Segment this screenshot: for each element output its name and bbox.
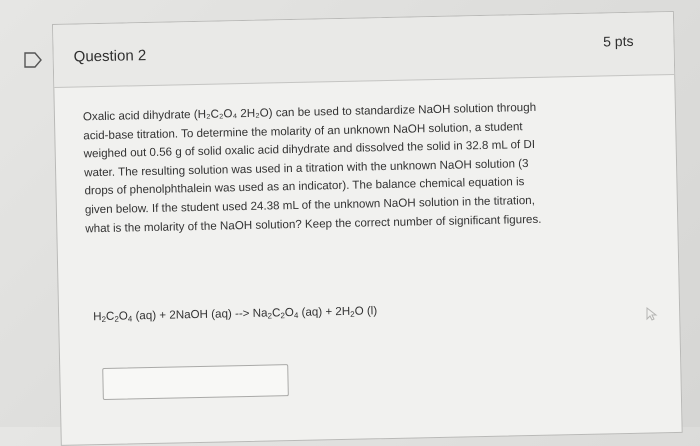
question-points: 5 pts	[602, 32, 634, 50]
eq-sub: 2	[280, 311, 285, 321]
eq-sub: 2	[267, 311, 273, 321]
eq-part: O	[118, 309, 128, 323]
eq-sub: 4	[127, 314, 133, 324]
question-title: Question 2	[73, 47, 147, 66]
chemical-equation	[93, 304, 377, 324]
eq-part: O	[284, 305, 294, 320]
eq-part: C	[271, 306, 281, 320]
pointer-icon	[643, 306, 659, 322]
eq-part: C	[105, 309, 115, 323]
eq-sub: 2	[101, 314, 107, 325]
question-card	[52, 11, 683, 446]
eq-sub: 2	[114, 314, 119, 324]
flag-icon[interactable]	[23, 52, 43, 68]
answer-input[interactable]	[102, 364, 289, 400]
eq-part: (aq) + 2NaOH (aq) --> Na	[132, 306, 268, 323]
eq-sub: 2	[350, 309, 355, 319]
question-header	[53, 12, 674, 88]
question-text: Oxalic acid dihydrate (H₂C₂O₄ 2H₂O) can be used to standardize NaOH solution through acid-base titration. To determine the molarity of an unknown NaOH solution, a student weighed out 0.56 g of solid oxalic acid dihydrate and dissolved the solid in 32.8 mL of DI water. The resulting solution was used in a titration with the unknown NaOH solution (3 drops of phenolphthalein was used as an indicator). The balance chemical equation is given below. If the student used 24.38 mL of the unknown NaOH solution in the titration, what is the molarity of the NaOH solution? Keep the correct number of significant figures.	[82, 100, 542, 235]
eq-part: O (l)	[354, 304, 378, 318]
eq-part: H	[93, 310, 102, 324]
eq-sub: 4	[293, 310, 299, 320]
eq-part: (aq) + 2H	[298, 304, 351, 319]
